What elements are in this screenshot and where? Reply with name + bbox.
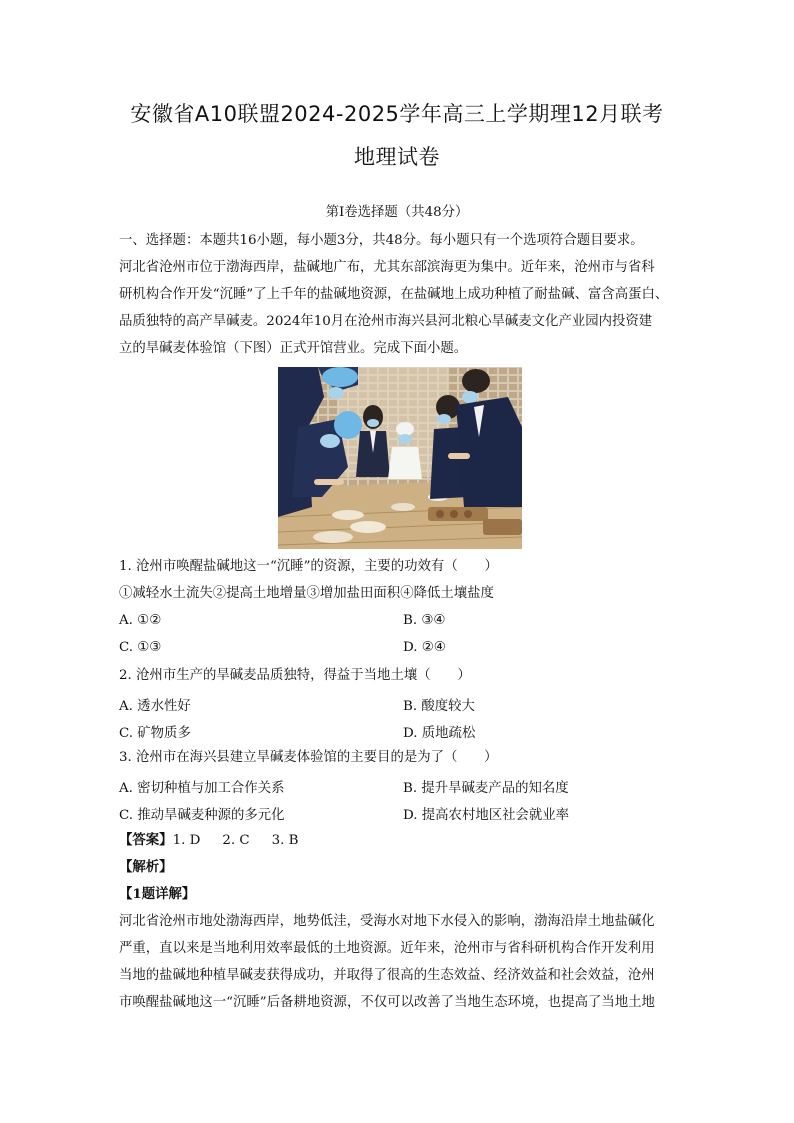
question-1-option-c: C. ①③ bbox=[119, 640, 162, 655]
analysis-sub-label: 【1题详解】 bbox=[119, 886, 196, 902]
passage-line: 河北省沧州市位于渤海西岸，盐碱地广布，尤其东部滨海更为集中。近年来，沧州市与省科 bbox=[119, 260, 655, 275]
question-3-stem: 3. 沧州市在海兴县建立旱碱麦体验馆的主要目的是为了（ ） bbox=[119, 750, 498, 765]
question-2-option-d: D. 质地疏松 bbox=[403, 726, 476, 741]
question-1-option-b: B. ③④ bbox=[403, 613, 446, 628]
page-title: 安徽省A10联盟2024-2025学年高三上学期理12月联考 bbox=[130, 102, 664, 126]
experience-hall-photo bbox=[278, 367, 522, 549]
question-2-stem: 2. 沧州市生产的旱碱麦品质独特，得益于当地土壤（ ） bbox=[119, 668, 471, 683]
question-2-option-c: C. 矿物质多 bbox=[119, 726, 191, 741]
analysis-line: 河北省沧州市地处渤海西岸，地势低洼，受海水对地下水侵入的影响，渤海沿岸土地盐碱化 bbox=[119, 914, 655, 929]
question-1-statements: ①减轻水土流失②提高土地增量③增加盐田面积④降低土壤盐度 bbox=[119, 586, 494, 601]
photo-illustration bbox=[278, 367, 522, 549]
passage-line: 立的旱碱麦体验馆（下图）正式开馆营业。完成下面小题。 bbox=[119, 341, 468, 356]
analysis-label: 【解析】 bbox=[119, 859, 173, 875]
answer-item: 2. C bbox=[222, 833, 250, 848]
answer-line bbox=[119, 831, 689, 850]
passage-line: 品质独特的高产旱碱麦。2024年10月在沧州市海兴县河北粮心旱碱麦文化产业园内投资建 bbox=[119, 314, 653, 329]
page-subtitle: 地理试卷 bbox=[354, 145, 440, 169]
analysis-line: 严重，直以来是当地利用效率最低的土地资源。近年来，沧州市与省科研机构合作开发利用 bbox=[119, 941, 655, 956]
question-3-option-c: C. 推动旱碱麦种源的多元化 bbox=[119, 808, 285, 823]
question-2-option-a: A. 透水性好 bbox=[119, 699, 191, 714]
question-1-option-d: D. ②④ bbox=[403, 640, 446, 655]
analysis-line: 市唤醒盐碱地这一“沉睡”后备耕地资源，不仅可以改善了当地生态环境，也提高了当地土地 bbox=[119, 995, 655, 1010]
question-3-option-d: D. 提高农村地区社会就业率 bbox=[403, 808, 570, 823]
section-instructions: 一、选择题：本题共16小题，每小题3分，共48分。每小题只有一个选项符合题目要求。 bbox=[119, 233, 644, 248]
answer-item: 1. D bbox=[172, 833, 201, 848]
question-1-stem: 1. 沧州市唤醒盐碱地这一“沉睡”的资源，主要的功效有（ ） bbox=[119, 559, 498, 574]
question-2-option-b: B. 酸度较大 bbox=[403, 699, 475, 714]
section-heading: 第Ⅰ卷选择题（共48分） bbox=[325, 205, 469, 220]
question-3-option-a: A. 密切种植与加工合作关系 bbox=[119, 781, 285, 796]
passage-line: 研机构合作开发“沉睡”了上千年的盐碱地资源，在盐碱地上成功种植了耐盐碱、富含高蛋白、 bbox=[119, 287, 669, 302]
question-3-option-b: B. 提升旱碱麦产品的知名度 bbox=[403, 781, 569, 796]
answer-item: 3. B bbox=[271, 833, 299, 848]
answer-label: 【答案】 bbox=[119, 832, 173, 848]
analysis-line: 当地的盐碱地种植旱碱麦获得成功，并取得了很高的生态效益、经济效益和社会效益，沧州 bbox=[119, 968, 655, 983]
question-1-option-a: A. ①② bbox=[119, 613, 162, 628]
